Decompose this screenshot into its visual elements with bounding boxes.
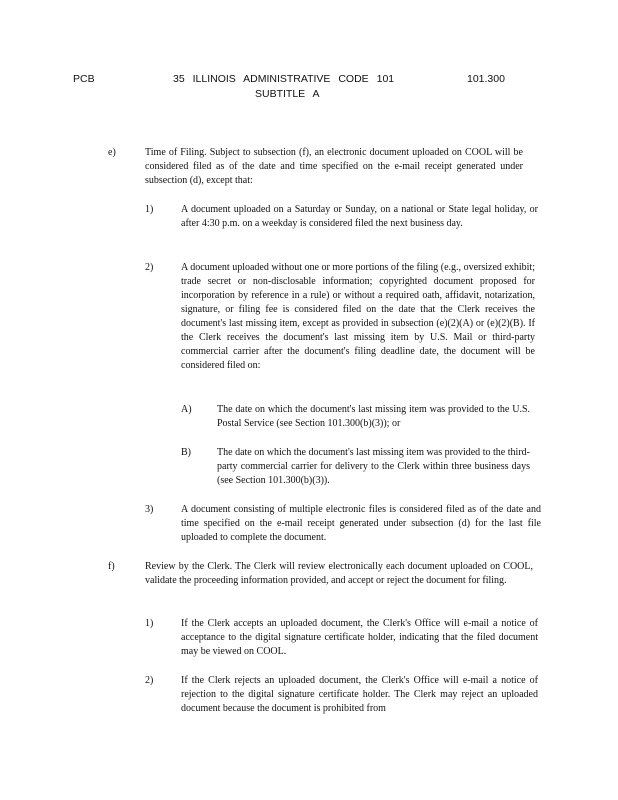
item-e-2-A-text: The date on which the document's last missing item was provided to the U.S. Postal Service (see Section 101.300(b)(3)); or [217, 404, 530, 429]
header-subtitle: SUBTITLE A [255, 88, 320, 100]
item-e-2-label: 2) [145, 262, 154, 273]
item-f-1-text: If the Clerk accepts an uploaded document, the Clerk's Office will e-mail a notice of acceptance to the digital signature certificate holder, indicating that the filed document may be viewed on COOL. [181, 618, 538, 657]
item-f-2-text: If the Clerk rejects an uploaded document, the Clerk's Office will e-mail a notice of rejection to the digital signature certificate holder. The Clerk may reject an uploaded document because the document is prohibited from [181, 675, 538, 714]
subsection-f-label: f) [108, 561, 115, 572]
item-e-3-label: 3) [145, 504, 154, 515]
item-f-1-label: 1) [145, 618, 154, 629]
item-f-2-label: 2) [145, 675, 154, 686]
item-e-2-B-label: B) [181, 447, 191, 458]
subsection-f-text: Review by the Clerk. The Clerk will review electronically each document uploaded on COOL, validate the proceeding information provided, and accept or reject the document for filing. [145, 561, 533, 586]
item-e-1-text: A document uploaded on a Saturday or Sunday, on a national or State legal holiday, or after 4:30 p.m. on a weekday is considered filed the next business day. [181, 204, 538, 229]
subsection-e-text: Time of Filing. Subject to subsection (f), an electronic document uploaded on COOL will be considered filed as of the date and time specified on the e-mail receipt generated under subsection (d), except that: [145, 147, 523, 186]
item-e-1-label: 1) [145, 204, 154, 215]
header-section-number: 101.300 [467, 73, 505, 85]
item-e-3-text: A document consisting of multiple electronic files is considered filed as of the date and time specified on the e-mail receipt generated under subsection (d) for the last file uploaded to complete the document. [181, 504, 541, 543]
item-e-2-B-text: The date on which the document's last missing item was provided to the third-party commercial carrier for delivery to the Clerk within three business days (see Section 101.300(b)(3)). [217, 447, 530, 486]
header-agency: PCB [73, 73, 95, 85]
item-e-2-text: A document uploaded without one or more portions of the filing (e.g., oversized exhibit; trade secret or non-disclosable information; copyrighted document proposed for incorporation by reference in a rule) or without a required oath, affidavit, notarization, signature, or filing fee is considered filed on the date that the Clerk receives the document's last missing item, except as provided in subsection (e)(2)(A) or (e)(2)(B). If the Clerk receives the document's last missing item by U.S. Mail or third-party commercial carrier after the document's filing deadline date, the document will be considered filed on: [181, 262, 535, 371]
item-e-2-A-label: A) [181, 404, 192, 415]
subsection-e-label: e) [108, 147, 116, 158]
header-code-title: 35 ILLINOIS ADMINISTRATIVE CODE 101 [173, 73, 395, 85]
